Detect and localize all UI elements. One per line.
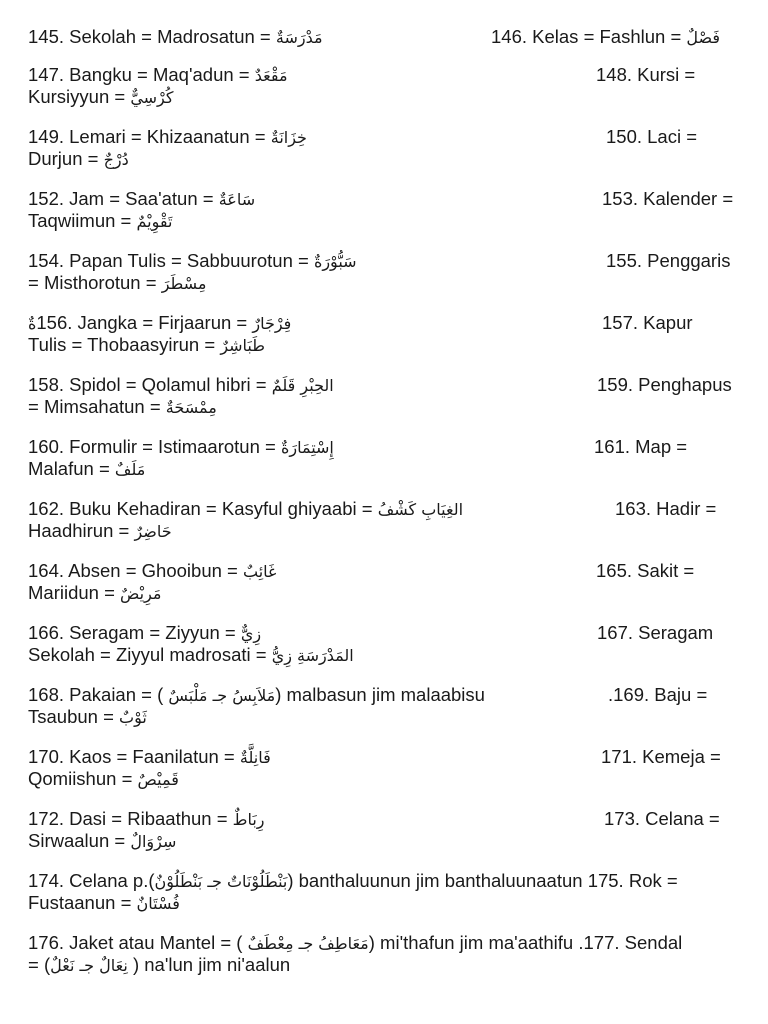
indonesian-term: Malafun = (28, 458, 115, 479)
indonesian-term: 166. Seragam = Ziyyun = (28, 622, 241, 643)
entry-text-right: 173. Celana = (604, 808, 720, 829)
indonesian-term: Tulis = Thobaasyirun = (28, 334, 221, 355)
arabic-term: مَرِيْضٌ (120, 584, 162, 603)
vocab-entry-164 (28, 560, 748, 604)
entry-text (28, 250, 357, 273)
indonesian-term: Sirwaalun = (28, 830, 131, 851)
vocab-entry-168 (28, 684, 748, 728)
transliteration: ) na'lun jim ni'aalun (127, 954, 291, 975)
arabic-term: غَائِبٌ (242, 562, 277, 581)
arabic-term: الغِيَابِ كَشْفُ (377, 500, 464, 519)
arabic-term: فِرْجَارٌ (252, 314, 292, 333)
indonesian-term: Fustaanun = (28, 892, 137, 913)
arabic-term: طَبَاشِرٌ (220, 336, 265, 355)
entry-continuation (28, 892, 180, 915)
entry-text-right: 150. Laci = (606, 126, 698, 147)
indonesian-term: = ( (28, 954, 51, 975)
transliteration: ) mi'thafun jim ma'aathifu .177. Sendal (368, 932, 683, 953)
entry-text-right: 159. Penghapus (597, 374, 732, 395)
vocab-entry-176 (28, 932, 748, 976)
indonesian-term: 160. Formulir = Istimaarotun = (28, 436, 281, 457)
arabic-term: مَقْعَدٌ (254, 66, 288, 85)
arabic-term: مَلاَبِسُ جـ مَلْبَسٌ (168, 686, 276, 705)
indonesian-term: 145. Sekolah = Madrosatun = (28, 26, 276, 47)
entry-continuation (28, 582, 161, 605)
entry-text-right: 165. Sakit = (596, 560, 695, 581)
arabic-term: تَقْوِيْمٌ (136, 212, 173, 231)
entry-text-right: 161. Map = (594, 436, 688, 457)
entry-continuation (28, 210, 172, 233)
arabic-fragment: ةٌ (28, 314, 37, 333)
indonesian-term: Kursiyyun = (28, 86, 131, 107)
entry-continuation (28, 768, 179, 791)
entry-text (28, 560, 276, 583)
arabic-term: الحِبْرِ قَلَمٌ (271, 376, 334, 395)
entry-text (28, 622, 261, 645)
arabic-term: دُرْجٌ (103, 150, 129, 169)
entry-text (28, 870, 678, 893)
indonesian-term: 147. Bangku = Maq'adun = (28, 64, 255, 85)
transliteration: ) malbasun jim malaabisu (275, 684, 485, 705)
entry-continuation (28, 86, 174, 109)
entry-continuation (28, 458, 145, 481)
entry-text (28, 64, 288, 87)
indonesian-term: 170. Kaos = Faanilatun = (28, 746, 240, 767)
arabic-term: رِبَاطٌ (232, 810, 265, 829)
arabic-term: سَبُّوْرَةٌ (313, 252, 357, 271)
entry-text (28, 312, 291, 335)
indonesian-term: Tsaubun = (28, 706, 120, 727)
entry-text (28, 26, 323, 49)
transliteration: ) banthaluunun jim banthaluunaatun 175. Rok = (287, 870, 678, 891)
indonesian-term: Durjun = (28, 148, 104, 169)
entry-text (28, 126, 307, 149)
entry-text (28, 188, 255, 211)
entry-continuation (28, 954, 290, 977)
indonesian-term: 152. Jam = Saa'atun = (28, 188, 219, 209)
indonesian-term: 149. Lemari = Khizaanatun = (28, 126, 271, 147)
entry-text-right: 155. Penggaris (606, 250, 731, 271)
arabic-term: نِعَالٌ جـ نَعْلٌ (50, 956, 128, 975)
entry-continuation (28, 272, 206, 295)
vocab-entry-147 (28, 64, 748, 108)
arabic-term: مِمْسَحَةٌ (165, 398, 217, 417)
arabic-term: مَلَفٌ (114, 460, 146, 479)
arabic-term: سَاعَةٌ (218, 190, 256, 209)
entry-text (28, 808, 265, 831)
arabic-term: فَصْلٌ (686, 28, 721, 47)
arabic-term: فُسْتَانٌ (136, 894, 180, 913)
vocab-entry-149 (28, 126, 748, 170)
indonesian-term: 158. Spidol = Qolamul hibri = (28, 374, 272, 395)
arabic-term: مَعَاطِفُ جـ مِعْطَفٌ (247, 934, 369, 953)
entry-text (28, 374, 334, 397)
entry-text-right: 157. Kapur (602, 312, 693, 333)
vocab-entry-158 (28, 374, 748, 418)
vocab-entry-154 (28, 250, 748, 294)
vocab-entry-174 (28, 870, 748, 914)
indonesian-term: Taqwiimun = (28, 210, 137, 231)
vocab-entry-156 (28, 312, 748, 356)
indonesian-term: 168. Pakaian = ( (28, 684, 169, 705)
entry-continuation (28, 334, 265, 357)
arabic-term: كُرْسِيٌّ (130, 88, 174, 107)
arabic-term: زِيٌّ (240, 624, 262, 643)
arabic-term: إِسْتِمَارَةٌ (280, 438, 334, 457)
indonesian-term: Haadhirun = (28, 520, 135, 541)
arabic-term: خِزَانَةٌ (270, 128, 307, 147)
entry-continuation (28, 706, 147, 729)
indonesian-term: = Mimsahatun = (28, 396, 166, 417)
vocab-entry-145 (28, 26, 748, 48)
vocab-entry-160 (28, 436, 748, 480)
arabic-term: فَانِلَّةٌ (239, 748, 271, 767)
arabic-term: ثَوْبٌ (119, 708, 147, 727)
entry-continuation (28, 644, 354, 667)
arabic-term: المَدْرَسَةِ زِيُّ (271, 646, 354, 665)
indonesian-term: 162. Buku Kehadiran = Kasyful ghiyaabi = (28, 498, 378, 519)
entry-text-right: .169. Baju = (608, 684, 708, 705)
entry-continuation (28, 148, 129, 171)
arabic-term: سِرْوَالٌ (130, 832, 177, 851)
entry-text (28, 684, 485, 707)
arabic-term: حَاضِرٌ (134, 522, 172, 541)
arabic-term: مَدْرَسَةٌ (275, 28, 323, 47)
entry-text-right: 148. Kursi = (596, 64, 696, 85)
entry-text-right: 167. Seragam (597, 622, 714, 643)
vocab-entry-166 (28, 622, 748, 666)
entry-text-right: 171. Kemeja = (601, 746, 721, 767)
indonesian-term: Sekolah = Ziyyul madrosati = (28, 644, 272, 665)
vocab-entry-170 (28, 746, 748, 790)
vocab-entry-152 (28, 188, 748, 232)
entry-text-right (491, 26, 720, 49)
entry-continuation (28, 830, 176, 853)
indonesian-term: 164. Absen = Ghooibun = (28, 560, 243, 581)
indonesian-term: 146. Kelas = Fashlun = (491, 26, 687, 47)
indonesian-term: 154. Papan Tulis = Sabbuurotun = (28, 250, 314, 271)
entry-text (28, 498, 463, 521)
entry-text-right: 153. Kalender = (602, 188, 734, 209)
indonesian-term: 172. Dasi = Ribaathun = (28, 808, 233, 829)
vocab-entry-172 (28, 808, 748, 852)
vocab-entry-162 (28, 498, 748, 542)
indonesian-term: = Misthorotun = (28, 272, 162, 293)
arabic-term: مِسْطَرَ (161, 274, 207, 293)
arabic-term: بَنْطَلُوْنَاتٌ جـ بَنْطَلُوْنٌ (154, 872, 288, 891)
indonesian-term: Qomiishun = (28, 768, 138, 789)
entry-text (28, 436, 334, 459)
indonesian-term: 156. Jangka = Firjaarun = (36, 312, 253, 333)
arabic-term: قَمِيْصٌ (137, 770, 179, 789)
entry-continuation (28, 396, 217, 419)
entry-text (28, 932, 682, 955)
entry-continuation (28, 520, 172, 543)
entry-text (28, 746, 271, 769)
entry-text-right: 163. Hadir = (615, 498, 717, 519)
indonesian-term: 174. Celana p.( (28, 870, 155, 891)
indonesian-term: 176. Jaket atau Mantel = ( (28, 932, 248, 953)
indonesian-term: Mariidun = (28, 582, 121, 603)
